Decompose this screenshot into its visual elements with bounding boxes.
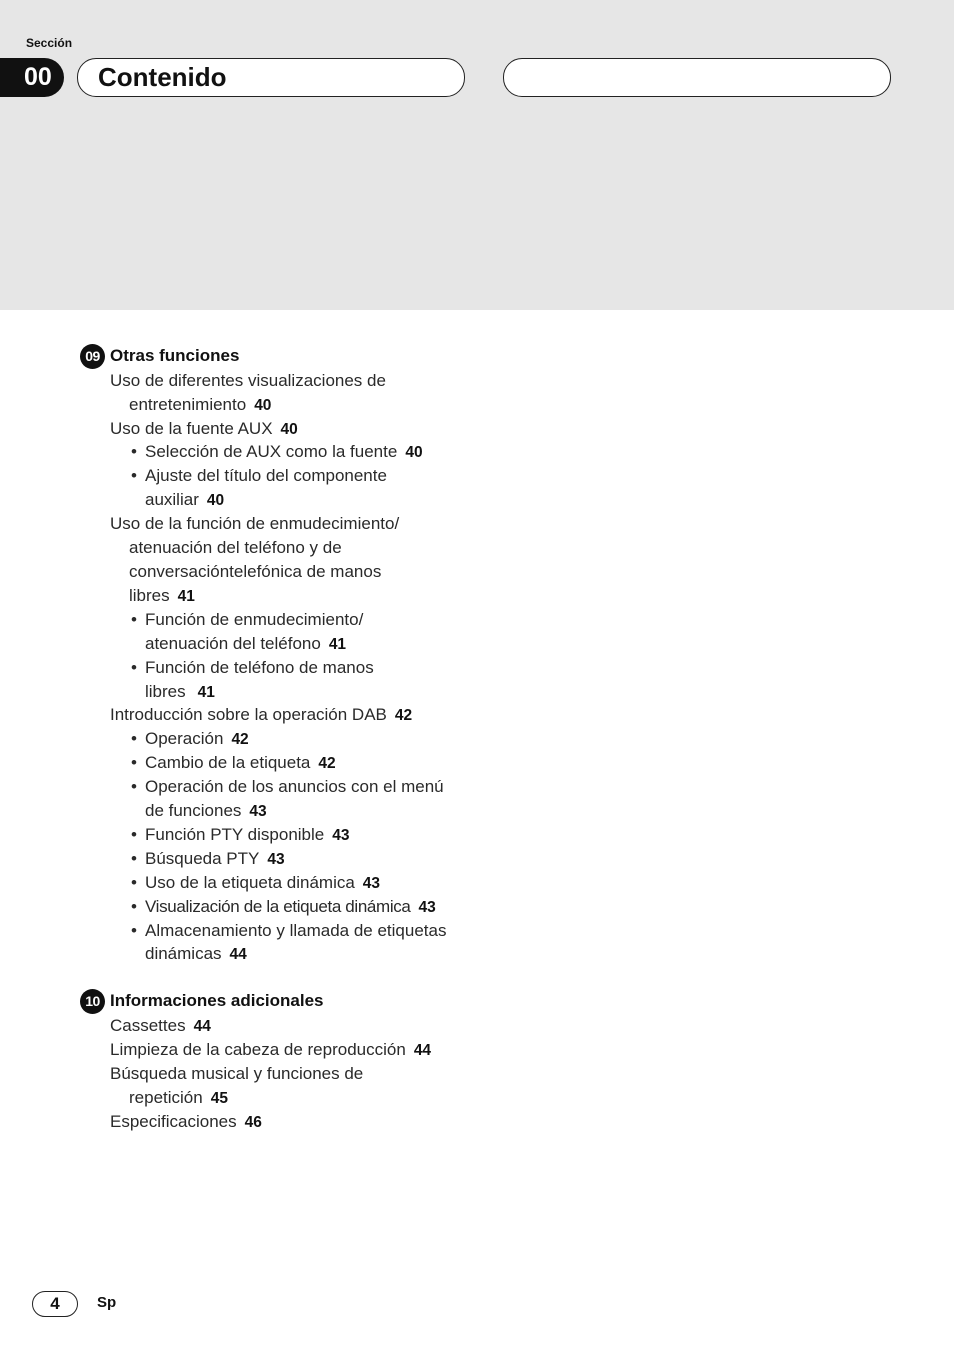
title-box [77,58,465,97]
page-ref: 42 [394,707,413,724]
chapter-09-number-badge: 09 [80,344,105,369]
toc-subentry[interactable]: • Almacenamiento y llamada de etiquetas [131,919,446,943]
toc-entry[interactable]: Introducción sobre la operación DAB 42 [110,705,413,724]
toc-entry[interactable]: Especificaciones 46 [110,1112,262,1131]
toc-entry[interactable]: atenuación del teléfono y de [129,538,342,557]
page-ref: 40 [405,444,423,461]
page-ref: 45 [210,1090,228,1107]
toc-subentry[interactable]: • Búsqueda PTY 43 [131,847,285,872]
page-ref: 40 [206,492,225,509]
title-box-right [503,58,891,97]
toc-entry[interactable]: entretenimiento 40 [129,395,272,414]
page-ref: 42 [318,755,336,772]
page-ref: 42 [231,731,249,748]
section-number-badge: 00 [0,58,64,97]
page-ref: 41 [177,588,195,605]
bullet-icon: • [131,610,137,629]
bullet-icon: • [131,897,137,916]
toc-subentry[interactable]: • Uso de la etiqueta dinámica 43 [131,871,380,896]
bullet-icon: • [131,825,137,844]
bullet-icon: • [131,921,137,940]
toc-subentry[interactable]: auxiliar 40 [145,490,225,509]
bullet-icon: • [131,466,137,485]
toc-entry[interactable]: Búsqueda musical y funciones de [110,1064,364,1083]
toc-entry[interactable]: libres 41 [129,586,195,605]
page-ref: 46 [244,1114,262,1131]
toc-subentry[interactable]: • Visualización de la etiqueta dinámica 43 [131,895,436,920]
chapter-10-heading[interactable] [80,989,324,1014]
page-ref: 43 [332,827,350,844]
bullet-icon: • [131,729,137,748]
bullet-icon: • [131,873,137,892]
toc-entry[interactable]: repetición 45 [129,1088,228,1107]
toc-subentry[interactable]: • Función PTY disponible 43 [131,823,350,848]
toc-entry[interactable]: Uso de la fuente AUX 40 [110,419,298,438]
toc-subentry[interactable]: • Selección de AUX como la fuente 40 [131,440,423,465]
page-ref: 41 [328,636,347,653]
toc-entry[interactable]: Cassettes 44 [110,1016,211,1035]
toc-entry[interactable]: Uso de diferentes visualizaciones de [110,371,386,390]
chapter-09-heading[interactable] [80,344,239,369]
page-ref: 40 [254,397,272,414]
toc-subentry[interactable]: libres 41 [145,682,215,701]
toc-subentry[interactable]: atenuación del teléfono 41 [145,634,347,653]
toc-entry[interactable]: Limpieza de la cabeza de reproducción 44 [110,1040,432,1059]
toc-subentry[interactable]: de funciones 43 [145,801,267,820]
bullet-icon: • [131,849,137,868]
chapter-10-title: Informaciones adicionales [110,991,324,1010]
toc-subentry[interactable]: • Operación 42 [131,727,249,752]
toc-subentry[interactable]: • Ajuste del título del componente [131,464,387,488]
page-ref: 43 [267,851,285,868]
page-ref: 40 [280,421,298,438]
toc-subentry[interactable]: • Operación de los anuncios con el menú [131,775,444,799]
bullet-icon: • [131,777,137,796]
page-ref: 43 [418,899,436,916]
bullet-icon: • [131,442,137,461]
chapter-10-number-badge: 10 [80,989,105,1014]
page-ref: 44 [193,1018,211,1035]
page-ref: 44 [413,1042,432,1059]
toc-subentry[interactable]: • Cambio de la etiqueta 42 [131,751,336,776]
toc-entry[interactable]: conversacióntelefónica de manos [129,562,382,581]
header-band [0,0,954,310]
page-ref: 43 [362,875,381,892]
toc-entry[interactable]: Uso de la función de enmudecimiento/ [110,514,400,533]
chapter-09-title: Otras funciones [110,346,240,365]
toc-subentry[interactable]: • Función de enmudecimiento/ [131,608,363,632]
page-number-badge: 4 [32,1291,78,1317]
section-label: Sección [26,36,73,50]
language-code: Sp [97,1294,117,1311]
page-ref: 44 [229,946,247,963]
bullet-icon: • [131,753,137,772]
page-ref: 41 [197,684,215,701]
toc-subentry[interactable]: dinámicas 44 [145,944,247,963]
toc-subentry[interactable]: • Función de teléfono de manos [131,656,374,680]
bullet-icon: • [131,658,137,677]
page-title: Contenido [98,62,227,92]
page-ref: 43 [249,803,267,820]
